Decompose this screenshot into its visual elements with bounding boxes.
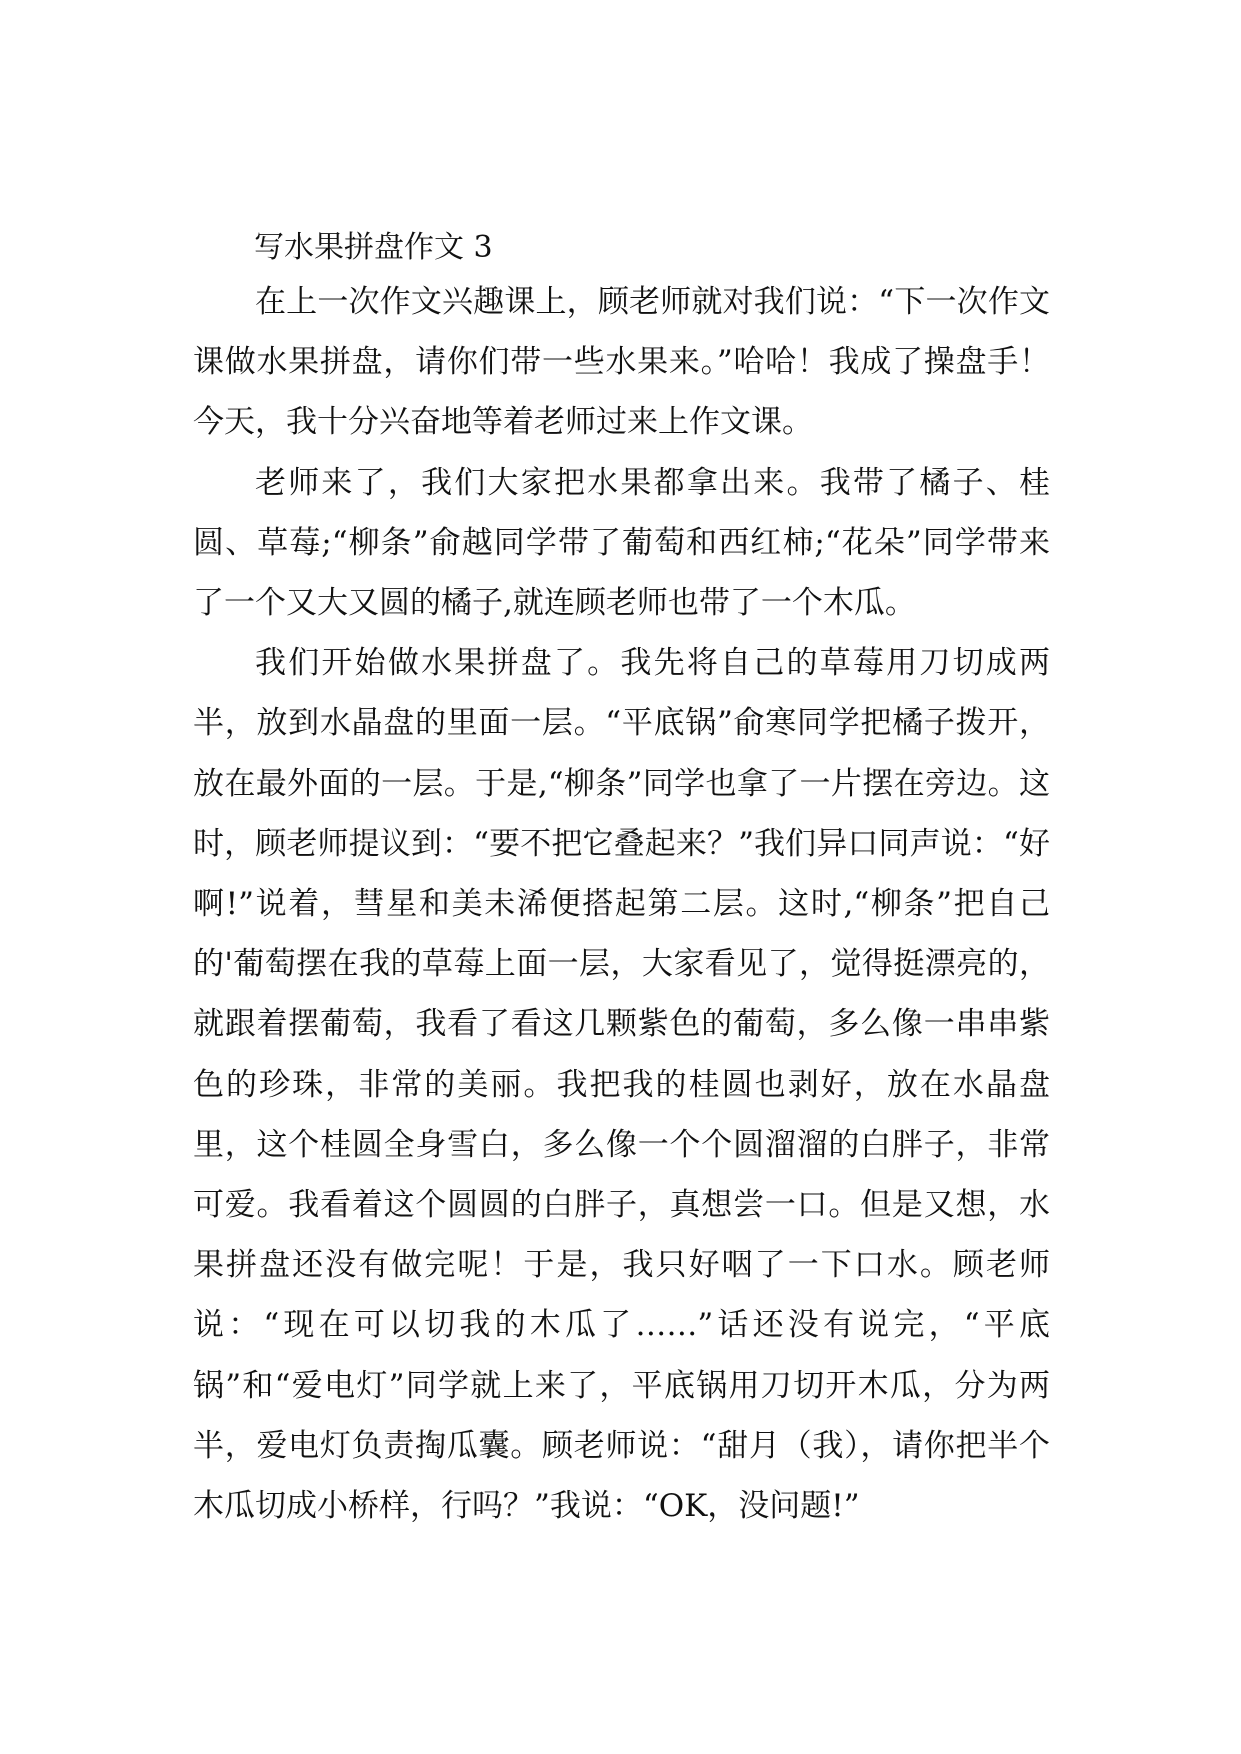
essay-body: [193, 272, 1050, 1536]
paragraph-1: 在上一次作文兴趣课上，顾老师就对我们说：“下一次作文课做水果拼盘，请你们带一些水果来。”哈哈！我成了操盘手！今天，我十分兴奋地等着老师过来上作文课。: [193, 284, 1050, 441]
paragraph-3: 我们开始做水果拼盘了。我先将自己的草莓用刀切成两半，放到水晶盘的里面一层。“平底锅”俞寒同学把橘子拨开，放在最外面的一层。于是,“柳条”同学也拿了一片摆在旁边。这时，顾老师提议到：“要不把它叠起来？”我们异口同声说：“好啊!”说着，彗星和美未浠便搭起第二层。这时,“柳条”把自己的'葡萄摆在我的草莓上面一层，大家看见了，觉得挺漂亮的，就跟着摆葡萄，我看了看这几颗紫色的葡萄，多么像一串串紫色的珍珠，非常的美丽。我把我的桂圆也剥好，放在水晶盘里，这个桂圆全身雪白，多么像一个个圆溜溜的白胖子，非常可爱。我看着这个圆圆的白胖子，真想尝一口。但是又想，水果拼盘还没有做完呢！于是，我只好咽了一下口水。顾老师说：“现在可以切我的木瓜了……”话还没有说完，“平底锅”和“爱电灯”同学就上来了，平底锅用刀切开木瓜，分为两半，爱电灯负责掏瓜囊。顾老师说：“甜月（我），请你把半个木瓜切成小桥样，行吗？”我说：“OK，没问题!”: [193, 645, 1050, 1525]
essay-title: 写水果拼盘作文 3: [254, 230, 493, 265]
paragraph-2: 老师来了，我们大家把水果都拿出来。我带了橘子、桂圆、草莓;“柳条”俞越同学带了葡萄和西红柿;“花朵”同学带来了一个又大又圆的橘子,就连顾老师也带了一个木瓜。: [193, 464, 1050, 622]
